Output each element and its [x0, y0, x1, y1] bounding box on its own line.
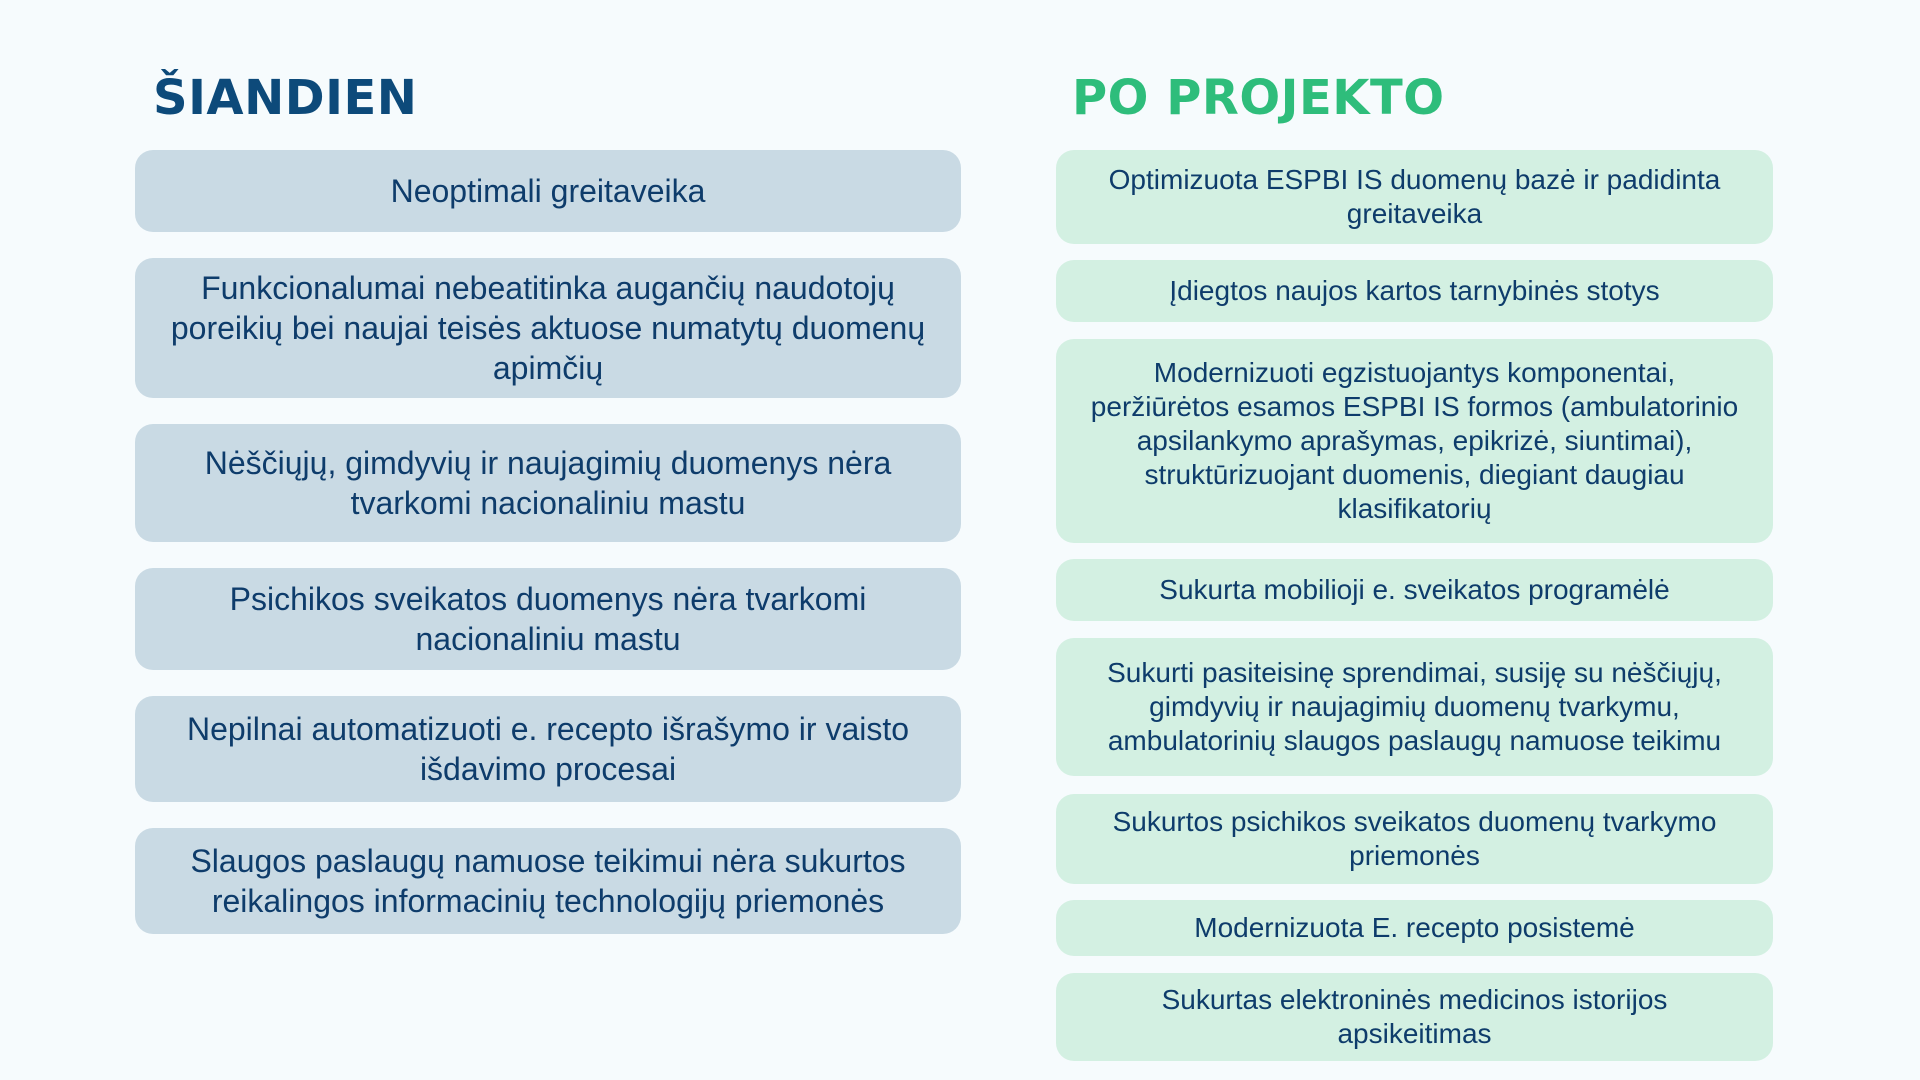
- today-item: Nėščiųjų, gimdyvių ir naujagimių duomenys nėra tvarkomi nacionaliniu mastu: [135, 424, 961, 542]
- after-project-item: Sukurti pasiteisinę sprendimai, susiję su nėščiųjų, gimdyvių ir naujagimių duomenų tvarkymu, ambulatorinių slaugos paslaugų namuose teikimu: [1056, 638, 1773, 776]
- today-heading: ŠIANDIEN: [153, 70, 418, 126]
- after-project-item: Modernizuoti egzistuojantys komponentai, peržiūrėtos esamos ESPBI IS formos (ambulatorinio apsilankymo aprašymas, epikrizė, siuntimai), struktūrizuojant duomenis, diegiant daugiau klasifikatorių: [1056, 339, 1773, 543]
- after-project-heading: PO PROJEKTO: [1072, 70, 1445, 126]
- today-item: Nepilnai automatizuoti e. recepto išrašymo ir vaisto išdavimo procesai: [135, 696, 961, 802]
- today-item: Slaugos paslaugų namuose teikimui nėra sukurtos reikalingos informacinių technologijų priemonės: [135, 828, 961, 934]
- after-project-item: Sukurtos psichikos sveikatos duomenų tvarkymo priemonės: [1056, 794, 1773, 884]
- today-item: Funkcionalumai nebeatitinka augančių naudotojų poreikių bei naujai teisės aktuose numatytų duomenų apimčių: [135, 258, 961, 398]
- today-item: Neoptimali greitaveika: [135, 150, 961, 232]
- today-item: Psichikos sveikatos duomenys nėra tvarkomi nacionaliniu mastu: [135, 568, 961, 670]
- after-project-item: Modernizuota E. recepto posistemė: [1056, 900, 1773, 956]
- after-project-item: Įdiegtos naujos kartos tarnybinės stotys: [1056, 260, 1773, 322]
- after-project-item: Sukurta mobilioji e. sveikatos programėlė: [1056, 559, 1773, 621]
- after-project-item: Sukurtas elektroninės medicinos istorijos apsikeitimas: [1056, 973, 1773, 1061]
- after-project-item: Optimizuota ESPBI IS duomenų bazė ir padidinta greitaveika: [1056, 150, 1773, 244]
